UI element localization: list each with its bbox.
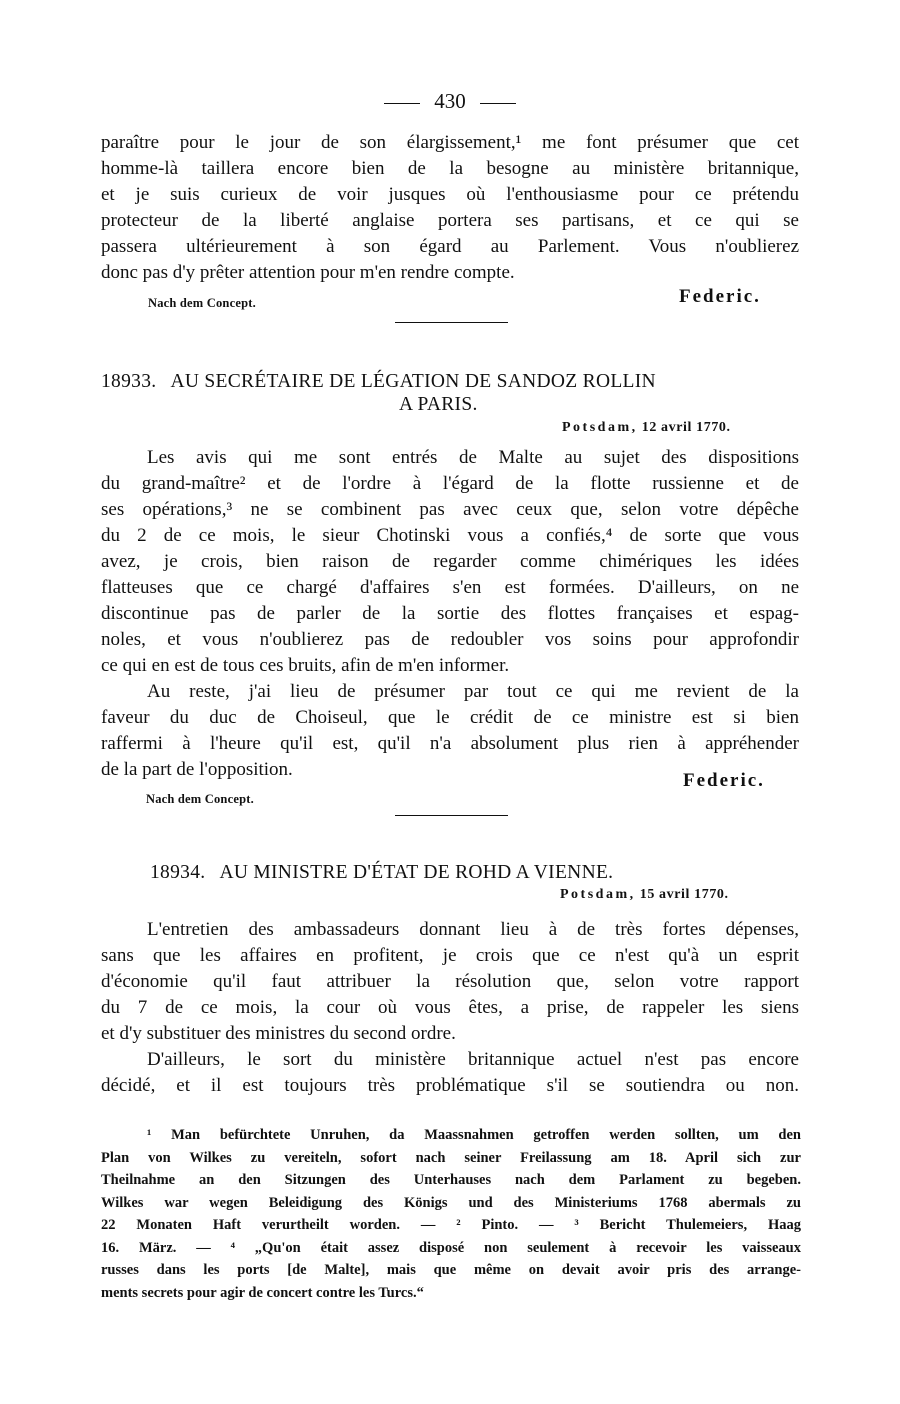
concept-note: Nach dem Concept. — [148, 296, 256, 310]
text-line: ses opérations,³ ne se combinent pas avec ceux que, selon votre dépêche — [101, 499, 799, 520]
signature: Federic. — [679, 286, 761, 307]
signature: Federic. — [683, 770, 765, 791]
text-line: protecteur de la liberté anglaise portera ses partisans, et ce qui se — [101, 210, 799, 231]
place-date — [560, 887, 729, 903]
text-line: Les avis qui me sont entrés de Malte au sujet des dispositions — [147, 447, 799, 468]
text-line: paraître pour le jour de son élargissement,¹ me font présumer que cet — [101, 132, 799, 153]
place-date — [562, 420, 731, 436]
text-line: d'économie qu'il faut attribuer la résolution que, selon votre rapport — [101, 971, 799, 992]
text-line: passera ultérieurement à son égard au Parlement. Vous n'oublierez — [101, 236, 799, 257]
text-line: D'ailleurs, le sort du ministère britannique actuel n'est pas encore — [147, 1049, 799, 1070]
place-name: Potsdam, — [562, 420, 638, 435]
letter-title — [101, 369, 801, 394]
text-line: du grand-maître² et de l'ordre à l'égard de la flotte russienne et de — [101, 473, 799, 494]
footnote-line: ¹ Man befürchtete Unruhen, da Maassnahmen getroffen werden sollten, um den — [147, 1127, 801, 1143]
place-name: Potsdam, — [560, 887, 636, 902]
letter-paragraph — [101, 917, 799, 1047]
text-line: raffermi à l'heure qu'il est, qu'il n'a absolument plus rien à appréhender — [101, 733, 799, 754]
date: 12 avril 1770. — [641, 420, 731, 435]
text-line: Au reste, j'ai lieu de présumer par tout ce qui me revient de la — [147, 681, 799, 702]
date: 15 avril 1770. — [639, 887, 729, 902]
text-line: ce qui en est de tous ces bruits, afin de m'en informer. — [101, 655, 510, 676]
text-line: flatteuses que ce chargé d'affaires s'en est formées. D'ailleurs, on ne — [101, 577, 799, 598]
text-line: et d'y substituer des ministres du second ordre. — [101, 1023, 456, 1044]
text-line: du 2 de ce mois, le sieur Chotinski vous a confiés,⁴ de sorte que vous — [101, 525, 799, 546]
text-line: et je suis curieux de voir jusques où l'enthousiasme pour ce prétendu — [101, 184, 799, 205]
letter-number: 18933. — [101, 371, 157, 392]
page-number: 430 — [434, 89, 466, 113]
text-line: de la part de l'opposition. — [101, 759, 293, 780]
letter-title-line1: AU SECRÉTAIRE DE LÉGATION DE SANDOZ ROLLIN — [170, 371, 656, 392]
continuation-paragraph — [101, 130, 799, 286]
footnotes — [101, 1124, 801, 1304]
footnote-line: Wilkes war wegen Beleidigung des Königs und des Ministeriums 1768 abermals zu — [101, 1194, 801, 1211]
footnote-line: russes dans les ports [de Malte], mais que même on devait avoir pris des arrange- — [101, 1262, 801, 1278]
text-line: sans que les affaires en profitent, je crois que ce n'est qu'à un esprit — [101, 945, 799, 966]
text-line: noles, et vous n'oublierez pas de redoubler vos soins pour approfondir — [101, 629, 799, 650]
letter-title — [150, 860, 790, 885]
section-divider — [395, 322, 508, 323]
page-header — [0, 88, 900, 114]
concept-note: Nach dem Concept. — [146, 792, 254, 806]
text-line: avez, je crois, bien raison de regarder comme chimériques les idées — [101, 551, 799, 572]
footnote-line: 16. März. — ⁴ „Qu'on était assez disposé non seulement à recevoir les vaisseaux — [101, 1239, 801, 1256]
text-line: L'entretien des ambassadeurs donnant lieu à de très fortes dépenses, — [147, 919, 799, 940]
letter-title-line2: A PARIS. — [399, 394, 478, 415]
section-divider — [395, 815, 508, 816]
header-dash-left — [384, 103, 420, 104]
text-line: faveur du duc de Choiseul, que le crédit de ce ministre est si bien — [101, 707, 799, 728]
letter-paragraph — [101, 679, 799, 783]
letter-number: 18934. — [150, 862, 206, 883]
letter-paragraph — [101, 445, 799, 679]
letter-paragraph — [101, 1047, 799, 1099]
text-line: décidé, et il est toujours très problématique s'il se soutiendra ou non. — [101, 1075, 799, 1096]
text-line: du 7 de ce mois, la cour où vous êtes, a prise, de rappeler les siens — [101, 997, 799, 1018]
footnote-line: ments secrets pour agir de concert contre les Turcs.“ — [101, 1284, 424, 1301]
text-line: discontinue pas de parler de la sortie des flottes françaises et espag- — [101, 603, 799, 624]
footnote-line: Theilnahme an den Sitzungen des Unterhauses nach dem Parlament zu begeben. — [101, 1172, 801, 1188]
footnote-line: Plan von Wilkes zu vereiteln, sofort nach seiner Freilassung am 18. April sich zur — [101, 1149, 801, 1166]
text-line: donc pas d'y prêter attention pour m'en rendre compte. — [101, 262, 515, 283]
footnote-line: 22 Monaten Haft verurtheilt worden. — ² Pinto. — ³ Bericht Thulemeiers, Haag — [101, 1217, 801, 1233]
letter-title-line1: AU MINISTRE D'ÉTAT DE ROHD A VIENNE. — [219, 862, 614, 883]
text-line: homme-là taillera encore bien de la besogne au ministère britannique, — [101, 158, 799, 179]
header-dash-right — [480, 103, 516, 104]
